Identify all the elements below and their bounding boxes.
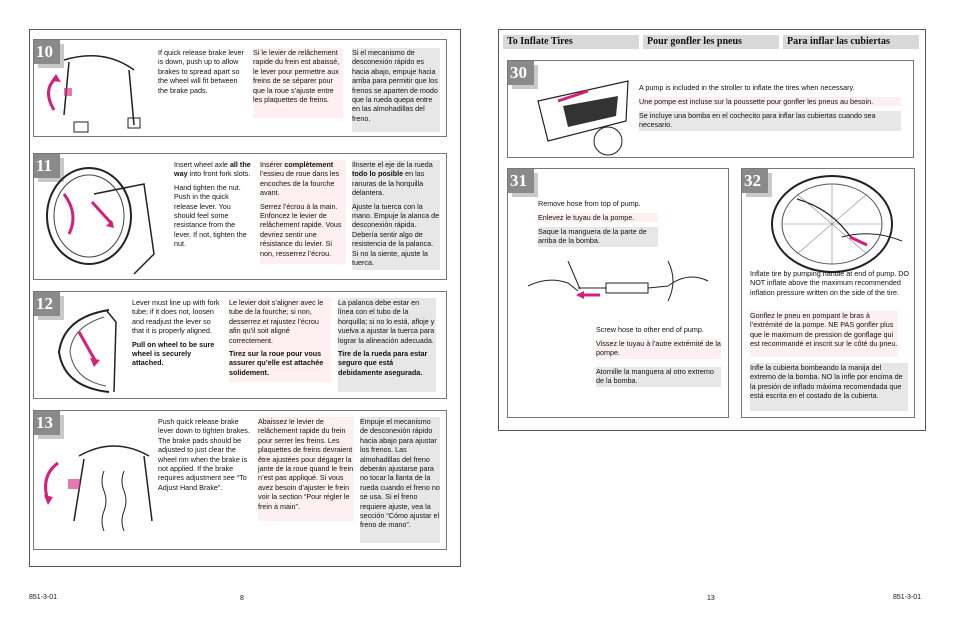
step-13-en: Push quick release brake lever down to tighten brakes. The brake pads should be adjusted to just clear the wheel rim when the brake is not applied. If the brake requires adjustment see “To Adjust Hand Brake”. (158, 417, 250, 492)
step-13-es: Empuje el mecanismo de desconexión rápido hacia abajo para ajustar los frenos. Las almohadillas del freno deberán ajustarse para no tocar la llanta de la rueda cuando el freno no se usa. Si el freno requiere ajuste, vea la sección “Cómo ajustar el freno de mano”. (360, 417, 440, 543)
step-10-es: Si el mecanismo de desconexión rápido es hacia abajo, empuje hacia arriba para permitir que los frenos se aparten de modo que la rueda quepa entre en las almohadillas del freno. (352, 48, 440, 132)
step-12-es: La palanca debe estar en línea con el tubo de la horquilla; si no lo está, afloje y vuelva a ajustar la tuerca para lograr la alineación adecuada. Tire de la rueda para estar seguro que está debidamente asegurada. (338, 298, 436, 392)
pump-hose-illustration-31 (518, 241, 718, 321)
step-31-en-1: Remove hose from top of pump. (538, 199, 641, 208)
header-es: Para inflar las cubiertas (783, 35, 919, 49)
header-en: To Inflate Tires (503, 35, 639, 49)
step-12-fr: Le levier doit s’aligner avec le tube de la fourche; si non, desserrez et rajustez l’écrou afin qu’il soit aligné correctement. Tirez sur la roue pour vous assurer qu’elle est attachée solidement. (229, 298, 331, 382)
step-30-en: A pump is included in the stroller to inflate the tires when necessary. (639, 83, 855, 92)
step-number-30: 30 (508, 61, 534, 85)
step-31-box (507, 168, 729, 418)
wheel-lever-illustration-12 (34, 292, 134, 398)
step-12-box (33, 291, 447, 399)
step-11-es: Ilnserte el eje de la rueda todo lo posible en las ranuras de la horquilla delantera. Ajuste la tuerca con la mano. Empuje la alanca de desconexión rápida. Debería sentir algo de resistencia de la palanca. Si no la siente, ajuste la tuerca. (352, 160, 440, 270)
left-page-number: 8 (240, 595, 244, 602)
step-30-fr: Une pompe est incluse sur la poussette pour gonfler les pneus au besoin. (639, 97, 901, 106)
left-footer-code: 851-3-01 (29, 594, 58, 601)
step-number-10: 10 (34, 40, 60, 64)
step-number-13: 13 (34, 411, 60, 435)
step-31-en-2: Screw hose to other end of pump. (596, 325, 704, 334)
brake-illustration-13 (34, 411, 154, 549)
wheel-fork-illustration-11 (34, 154, 164, 279)
step-31-fr-1: Enlevez le tuyau de la pompe. (538, 213, 658, 222)
header-fr: Pour gonfler les pneus (643, 35, 779, 49)
step-13-box (33, 410, 447, 550)
step-number-31: 31 (508, 169, 534, 193)
step-30-es: Se incluye una bomba en el cochecito para inflar las cubiertas cuando sea necesario. (639, 111, 901, 131)
brake-illustration-10 (34, 40, 144, 136)
step-12-en: Lever must line up with fork tube; if it does not, loosen and readjust the lever so that it is properly aligned. Pull on wheel to be sure wheel is securely attached. (132, 298, 220, 368)
step-32-fr: Gonflez le pneu en pompant le bras à l’extrémité de la pompe. NE PAS gonfler plus que le maximum de pression de gonflage qui est recommandé et inscrit sur le côté du pneu. (750, 311, 898, 357)
step-number-12: 12 (34, 292, 60, 316)
step-number-11: 11 (34, 154, 60, 178)
step-31-es-1: Saque la manguera de la parte de arriba de la bomba. (538, 227, 658, 247)
step-10-fr: Si le levier de relâchement rapide du frein est abaissé, le lever pour permettre aux freins de se séparer pour que la roue s’ajuste entre les plaquettes de freins. (253, 48, 343, 118)
stroller-pump-illustration-30 (508, 61, 633, 157)
step-31-es-2: Atornille la manguera al otro extremo de la bomba. (596, 367, 721, 387)
right-footer-code: 851-3-01 (893, 594, 922, 601)
right-page-number: 13 (707, 595, 715, 602)
step-13-fr: Abaissez le levier de relâchement rapide du frein pour serrer les freins. Les plaquettes de freins devraient être ajustées pour dégager la jante de la roue quand le frein n’est pas appliqué. Si vous avez besoin d’ajuster le frein voir la section “Pour régler le frein à main”. (258, 417, 354, 521)
step-number-32: 32 (742, 169, 768, 193)
step-10-box (33, 39, 447, 137)
step-32-es: Infle la cubierta bombeando la manija del extremo de la bomba. NO la infle por encima de la presión de inflado máxima recomendada que está escrita en el costado de la cubierta. (750, 363, 908, 411)
step-31-fr-2: Vissez le tuyau à l’autre extrémité de la pompe. (596, 339, 721, 358)
step-11-fr: Insérer complètement l’essieu de roue dans les encoches de la fourche avant. Serrez l’écrou à la main. Enfoncez le levier de relâchement rapide. Vous devriez sentir une résistance du levier. Si non, resserrez l’écrou. (260, 160, 346, 264)
step-11-box (33, 153, 447, 280)
step-11-en: Insert wheel axle all the way into front fork slots. Hand tighten the nut. Push in the quick release lever. You should feel some resistance from the lever. If not, tighten the nut. (174, 160, 251, 249)
step-32-box (741, 168, 915, 418)
tire-inflate-illustration-32 (742, 169, 914, 269)
step-32-en: Inflate tire by pumping handle at end of pump. DO NOT inflate above the maximum recommended inflation pressure written on the side of the tire. (750, 269, 910, 297)
step-30-box (507, 60, 914, 158)
step-10-en: If quick release brake lever is down, push up to allow brakes to spread apart so the wheel will fit between the brake pads. (158, 48, 244, 95)
